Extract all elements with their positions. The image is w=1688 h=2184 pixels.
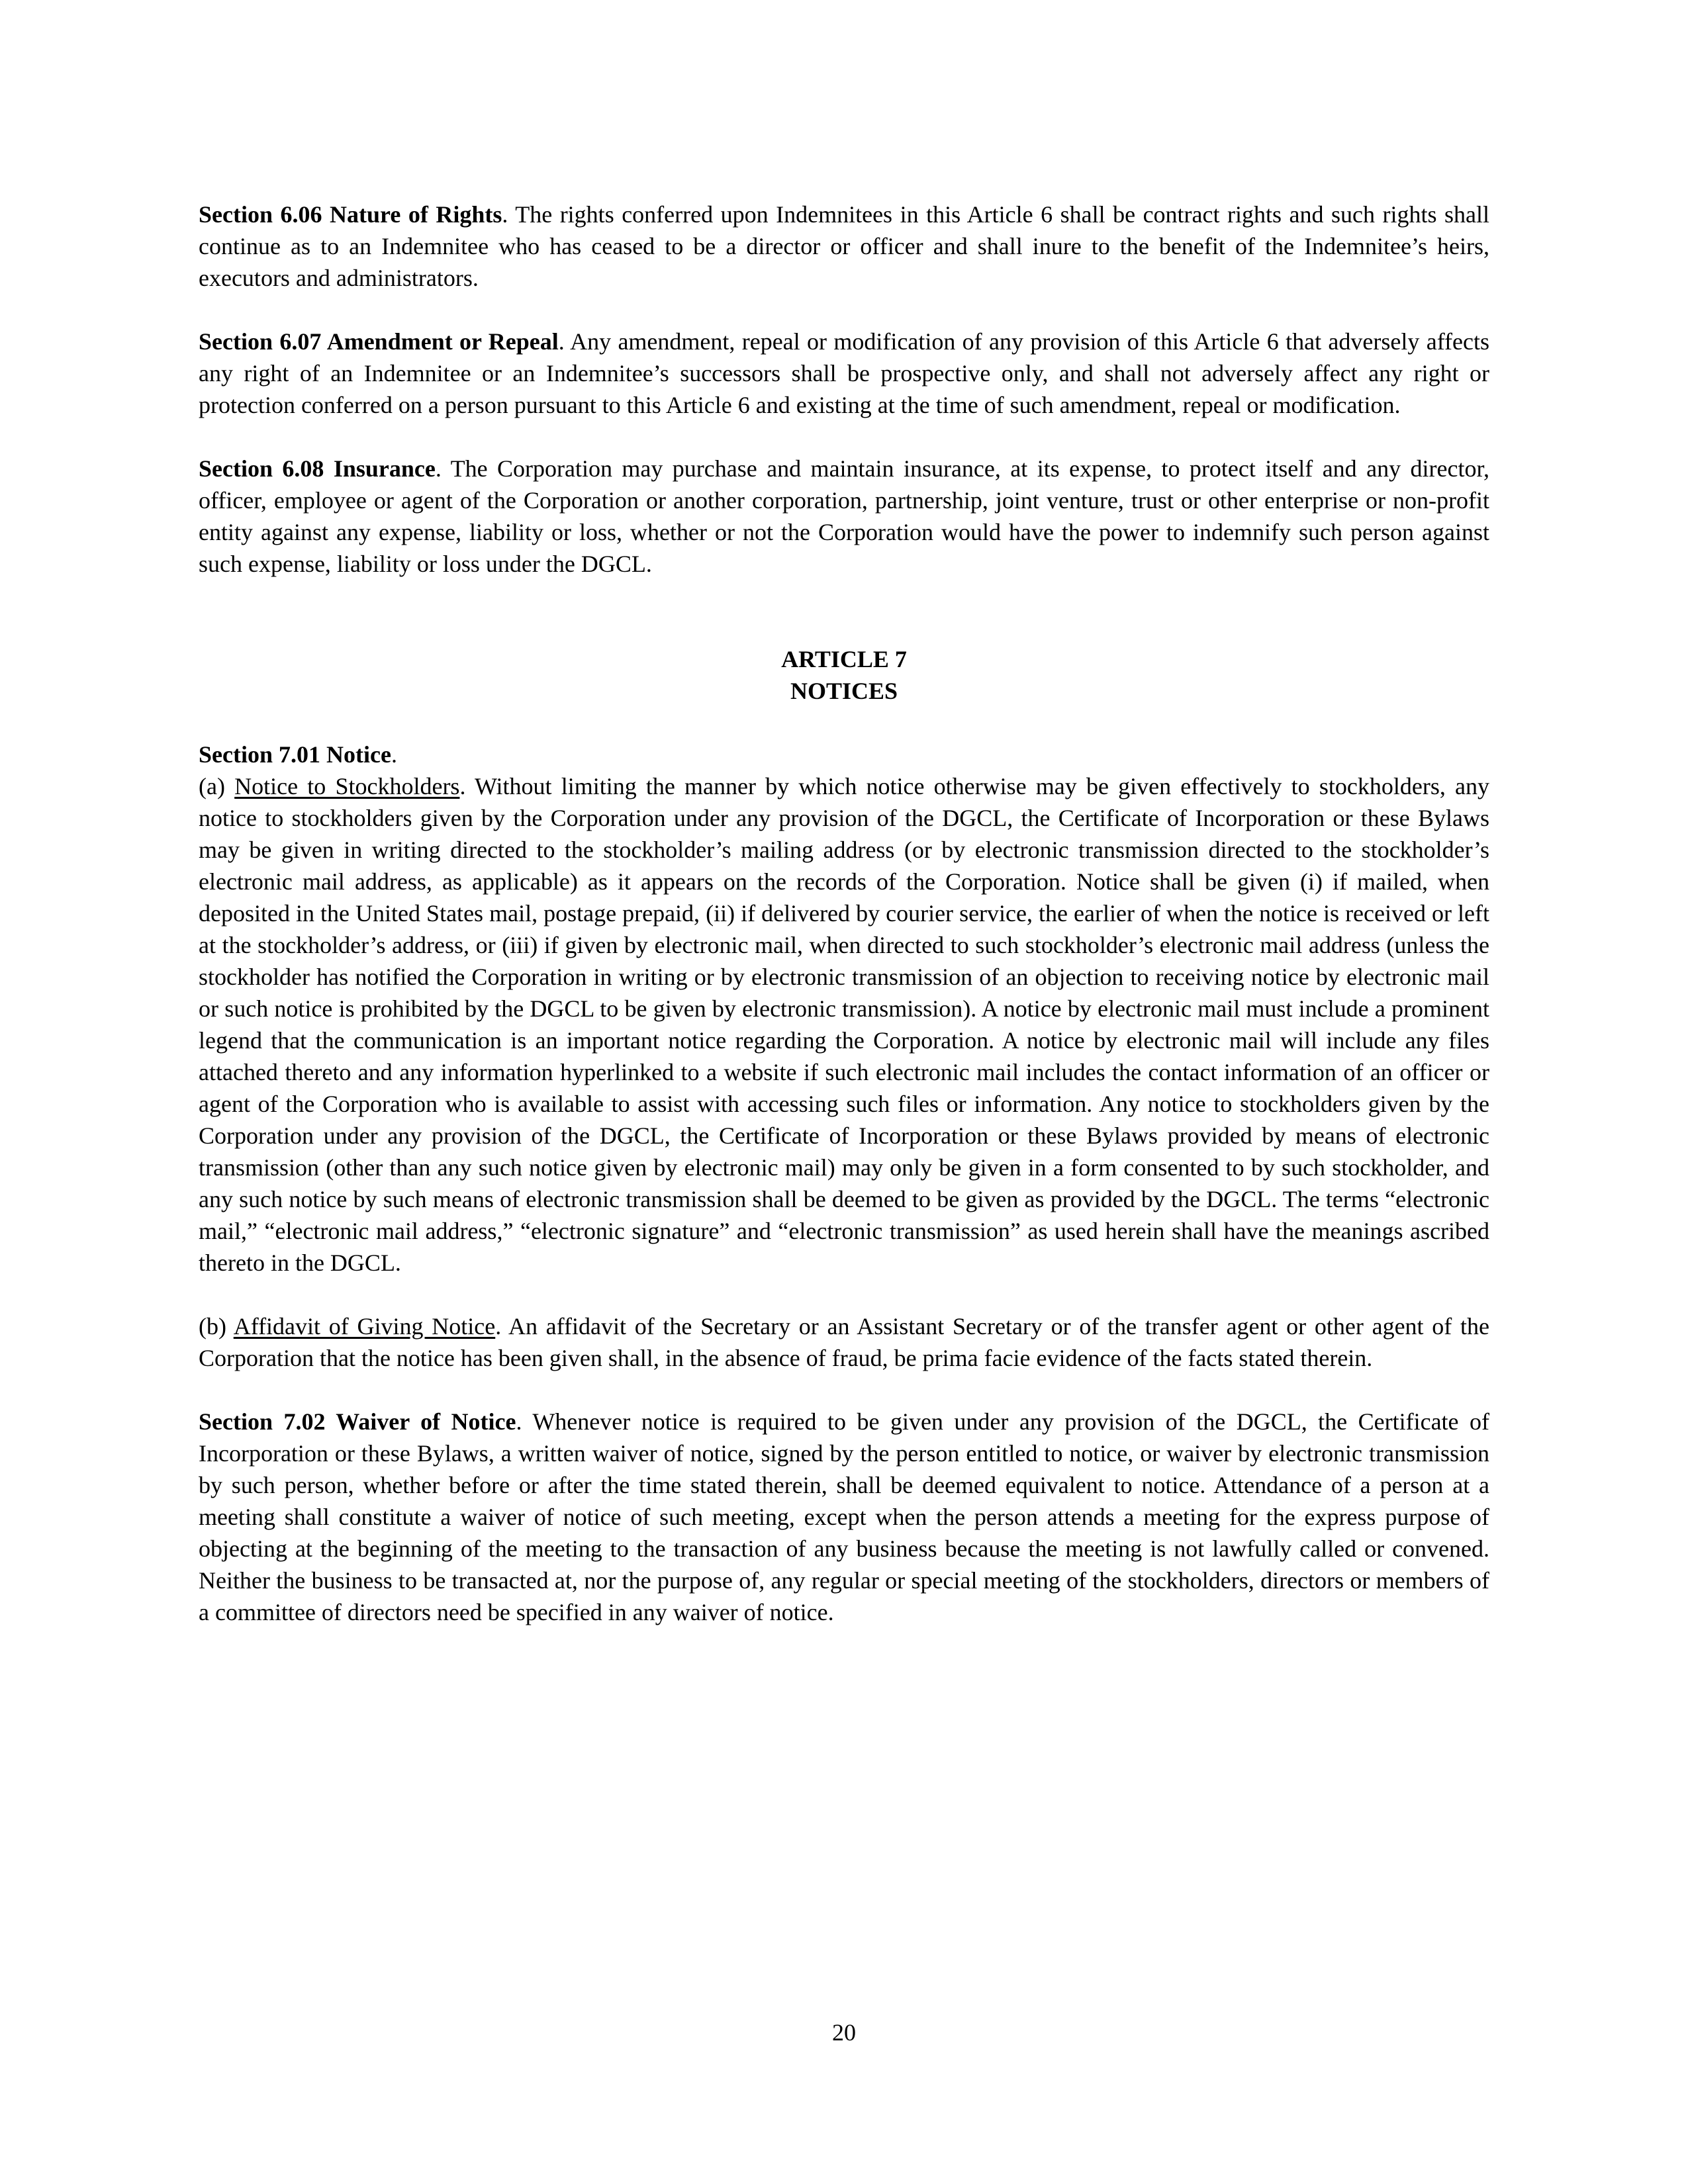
spacer bbox=[199, 294, 1489, 326]
section-6-08-body: . The Corporation may purchase and maintain insurance, at its expense, to protect itself and any director, officer, employee or agent of the Corporation or another corporation, partnership, joint venture, trust or other enterprise or non-profit entity against any expense, liability or loss, whether or not the Corporation would have the power to indemnify such person against such expense, liability or loss under the DGCL. bbox=[199, 455, 1489, 577]
subsection-a-prefix: (a) bbox=[199, 773, 235, 799]
section-7-01-heading-period: . bbox=[391, 741, 397, 768]
section-7-01-b-paragraph bbox=[199, 1310, 1489, 1374]
section-6-07-heading: Section 6.07 Amendment or Repeal bbox=[199, 328, 559, 355]
article-number: ARTICLE 7 bbox=[781, 646, 907, 672]
section-6-07-body: . Any amendment, repeal or modification of any provision of this Article 6 that adversely affects any right of an Indemnitee or an Indemnitee’s successors shall be prospective only, and shall not adversely affect any right or protection conferred on a person pursuant to this Article 6 and existing at the time of such amendment, repeal or modification. bbox=[199, 328, 1489, 418]
subsection-b-title: Affidavit of Giving Notice bbox=[233, 1313, 496, 1340]
article-title: NOTICES bbox=[790, 678, 898, 704]
section-6-07-paragraph bbox=[199, 326, 1489, 421]
article-heading bbox=[199, 643, 1489, 707]
section-7-01-heading: Section 7.01 Notice bbox=[199, 741, 391, 768]
subsection-b-body: . An affidavit of the Secretary or an Assistant Secretary or of the transfer agent or other agent of the Corporation that the notice has been given shall, in the absence of fraud, be prima facie evidence of the facts stated therein. bbox=[199, 1313, 1489, 1371]
spacer bbox=[199, 421, 1489, 453]
spacer bbox=[199, 580, 1489, 643]
document-page bbox=[199, 199, 1489, 1628]
page-number: 20 bbox=[832, 2019, 856, 2046]
section-6-08-paragraph bbox=[199, 453, 1489, 580]
section-6-06-body: . The rights conferred upon Indemnitees in this Article 6 shall be contract rights and such rights shall continue as to an Indemnitee who has ceased to be a director or officer and shall inure to the benefit of the Indemnitee’s heirs, executors and administrators. bbox=[199, 201, 1490, 291]
spacer bbox=[199, 1374, 1489, 1406]
spacer bbox=[199, 707, 1489, 739]
section-6-06-paragraph bbox=[199, 199, 1489, 294]
subsection-a-title: Notice to Stockholders bbox=[234, 773, 460, 799]
spacer bbox=[199, 1279, 1489, 1310]
section-7-02-body: . Whenever notice is required to be given under any provision of the DGCL, the Certificate of Incorporation or these Bylaws, a written waiver of notice, signed by the person entitled to notice, or waiver by electronic transmission by such person, whether before or after the time stated therein, shall be deemed equivalent to notice. Attendance of a person at a meeting shall constitute a waiver of notice of such meeting, except when the person attends a meeting for the express purpose of objecting at the beginning of the meeting to the transaction of any business because the meeting is not lawfully called or convened. Neither the business to be transacted at, nor the purpose of, any regular or special meeting of the stockholders, directors or members of a committee of directors need be specified in any waiver of notice. bbox=[199, 1408, 1489, 1625]
section-7-01-a-paragraph bbox=[199, 770, 1489, 1279]
subsection-a-body: . Without limiting the manner by which notice otherwise may be given effectively to stockholders, any notice to stockholders given by the Corporation under any provision of the DGCL, the Certificate of Incorporation or these Bylaws may be given in writing directed to the stockholder’s mailing address (or by electronic transmission directed to the stockholder’s electronic mail address, as applicable) as it appears on the records of the Corporation. Notice shall be given (i) if mailed, when deposited in the United States mail, postage prepaid, (ii) if delivered by courier service, the earlier of when the notice is received or left at the stockholder’s address, or (iii) if given by electronic mail, when directed to such stockholder’s electronic mail address (unless the stockholder has notified the Corporation in writing or by electronic transmission of an objection to receiving notice by electronic mail or such notice is prohibited by the DGCL to be given by electronic transmission). A notice by electronic mail must include a prominent legend that the communication is an important notice regarding the Corporation. A notice by electronic mail will include any files attached thereto and any information hyperlinked to a website if such electronic mail includes the contact information of an officer or agent of the Corporation who is available to assist with accessing such files or information. Any notice to stockholders given by the Corporation under any provision of the DGCL, the Certificate of Incorporation or these Bylaws provided by means of electronic transmission (other than any such notice given by electronic mail) may only be given in a form consented to by such stockholder, and any such notice by such means of electronic transmission shall be deemed to be given as provided by the DGCL. The terms “electronic mail,” “electronic mail address,” “electronic signature” and “electronic transmission” as used herein shall have the meanings ascribed thereto in the DGCL. bbox=[199, 773, 1489, 1276]
section-7-02-heading: Section 7.02 Waiver of Notice bbox=[199, 1408, 516, 1435]
subsection-b-prefix: (b) bbox=[199, 1313, 234, 1340]
section-6-06-heading: Section 6.06 Nature of Rights bbox=[199, 201, 502, 228]
section-7-02-paragraph bbox=[199, 1406, 1489, 1628]
section-6-08-heading: Section 6.08 Insurance bbox=[199, 455, 436, 482]
section-7-01-heading-line bbox=[199, 739, 1489, 770]
